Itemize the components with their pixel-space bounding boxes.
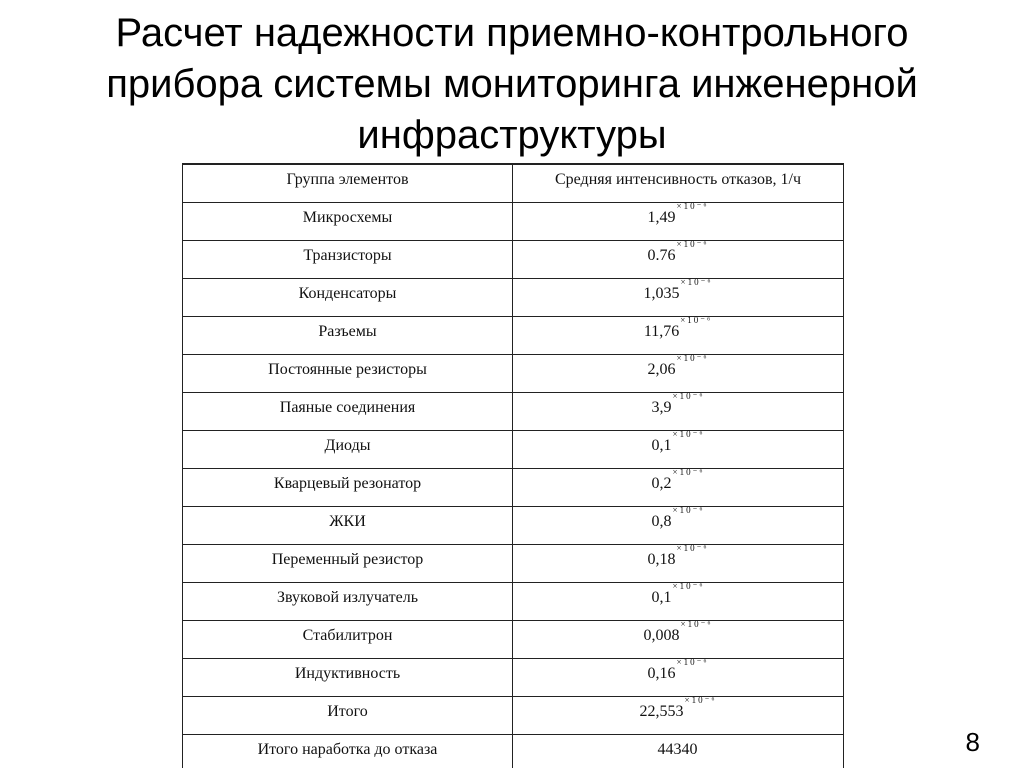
slide-title — [40, 8, 984, 161]
failure-rate-value: 0,2 — [651, 475, 672, 492]
failure-rate-value: 0,8 — [651, 513, 672, 530]
table-row — [183, 659, 844, 697]
failure-rate-value: 1,49 — [647, 209, 676, 226]
element-group-cell — [183, 583, 513, 621]
column-header-element-group-label: Группа элементов — [286, 171, 409, 188]
element-group-cell — [183, 241, 513, 279]
total-failure-rate-value: 22,553 — [639, 703, 684, 720]
failure-rate-value: 11,76 — [643, 323, 680, 340]
page-number: 8 — [965, 727, 980, 757]
failure-rate-exponent: ×10⁻⁶ — [680, 619, 713, 629]
element-group-cell — [183, 735, 513, 768]
mtbf-value: 44340 — [657, 741, 698, 758]
failure-rate-cell — [513, 279, 844, 317]
failure-rate-exponent: ×10⁻⁶ — [676, 353, 709, 363]
failure-rate-cell — [513, 355, 844, 393]
failure-rate-cell — [513, 203, 844, 241]
failure-rate-table — [182, 163, 844, 768]
element-group-name: Звуковой излучатель — [277, 589, 418, 606]
total-label: Итого — [327, 703, 368, 720]
failure-rate-exponent: ×10⁻⁶ — [676, 201, 709, 211]
failure-rate-cell — [513, 431, 844, 469]
element-group-name: Транзисторы — [303, 247, 392, 264]
element-group-name: Постоянные резисторы — [268, 361, 427, 378]
element-group-cell — [183, 203, 513, 241]
element-group-name: Кварцевый резонатор — [273, 475, 422, 492]
failure-rate-cell — [513, 507, 844, 545]
element-group-name: Разъемы — [318, 323, 377, 340]
element-group-name: Переменный резистор — [271, 551, 424, 568]
slide-title-line-2: прибора системы мониторинга инженерной — [106, 62, 918, 106]
table-row — [183, 317, 844, 355]
failure-rate-exponent: ×10⁻⁶ — [676, 543, 709, 553]
element-group-name: Индуктивность — [294, 665, 401, 682]
failure-rate-cell — [513, 583, 844, 621]
element-group-cell — [183, 507, 513, 545]
failure-rate-exponent: ×10⁻⁶ — [684, 695, 717, 705]
element-group-name: Стабилитрон — [302, 627, 393, 644]
element-group-name: Паяные соединения — [279, 399, 416, 416]
failure-rate-value: 3,9 — [651, 399, 672, 416]
element-group-name: Диоды — [324, 437, 371, 454]
element-group-cell — [183, 621, 513, 659]
table-row — [183, 507, 844, 545]
table-row-total — [183, 697, 844, 735]
element-group-cell — [183, 393, 513, 431]
failure-rate-cell — [513, 393, 844, 431]
failure-rate-cell — [513, 735, 844, 768]
element-group-cell — [183, 545, 513, 583]
failure-rate-value: 1,035 — [643, 285, 680, 302]
table-body — [183, 203, 844, 768]
table-row — [183, 583, 844, 621]
column-header-failure-rate — [513, 164, 844, 203]
element-group-cell — [183, 469, 513, 507]
slide-title-line-3: инфраструктуры — [357, 113, 667, 157]
failure-rate-cell — [513, 469, 844, 507]
failure-rate-exponent: ×10⁻⁶ — [676, 657, 709, 667]
failure-rate-exponent: ×10⁻⁶ — [680, 315, 713, 325]
element-group-cell — [183, 697, 513, 735]
element-group-cell — [183, 317, 513, 355]
failure-rate-value: 0,16 — [647, 665, 676, 682]
table-row — [183, 621, 844, 659]
failure-rate-value: 0,1 — [651, 437, 672, 454]
element-group-cell — [183, 431, 513, 469]
column-header-failure-rate-label: Средняя интенсивность отказов, 1/ч — [554, 171, 802, 188]
column-header-element-group — [183, 164, 513, 203]
failure-rate-exponent: ×10⁻⁶ — [672, 467, 705, 477]
failure-rate-exponent: ×10⁻⁶ — [672, 505, 705, 515]
table-row-mtbf — [183, 735, 844, 768]
failure-rate-exponent: ×10⁻⁶ — [672, 391, 705, 401]
mtbf-label: Итого наработка до отказа — [257, 741, 438, 758]
table-row — [183, 241, 844, 279]
failure-rate-exponent: ×10⁻⁶ — [676, 239, 709, 249]
failure-rate-value: 2,06 — [647, 361, 676, 378]
failure-rate-cell — [513, 659, 844, 697]
failure-rate-value: 0,18 — [647, 551, 676, 568]
element-group-cell — [183, 355, 513, 393]
table-row — [183, 393, 844, 431]
failure-rate-value: 0,008 — [643, 627, 680, 644]
table-row — [183, 279, 844, 317]
table-row — [183, 203, 844, 241]
failure-rate-cell — [513, 621, 844, 659]
failure-rate-exponent: ×10⁻⁶ — [672, 581, 705, 591]
element-group-name: ЖКИ — [329, 513, 366, 530]
reliability-table-container — [182, 163, 844, 768]
failure-rate-exponent: ×10⁻⁶ — [672, 429, 705, 439]
failure-rate-exponent: ×10⁻⁶ — [680, 277, 713, 287]
slide-title-line-1: Расчет надежности приемно-контрольного — [115, 11, 909, 55]
element-group-cell — [183, 659, 513, 697]
failure-rate-cell — [513, 697, 844, 735]
failure-rate-cell — [513, 317, 844, 355]
element-group-name: Микросхемы — [302, 209, 393, 226]
table-header — [183, 164, 844, 203]
table-row — [183, 545, 844, 583]
table-row — [183, 469, 844, 507]
failure-rate-cell — [513, 241, 844, 279]
table-row — [183, 355, 844, 393]
failure-rate-value: 0.76 — [647, 247, 676, 264]
table-row — [183, 431, 844, 469]
element-group-name: Конденсаторы — [298, 285, 397, 302]
element-group-cell — [183, 279, 513, 317]
table-header-row — [183, 164, 844, 203]
failure-rate-value: 0,1 — [651, 589, 672, 606]
failure-rate-cell — [513, 545, 844, 583]
